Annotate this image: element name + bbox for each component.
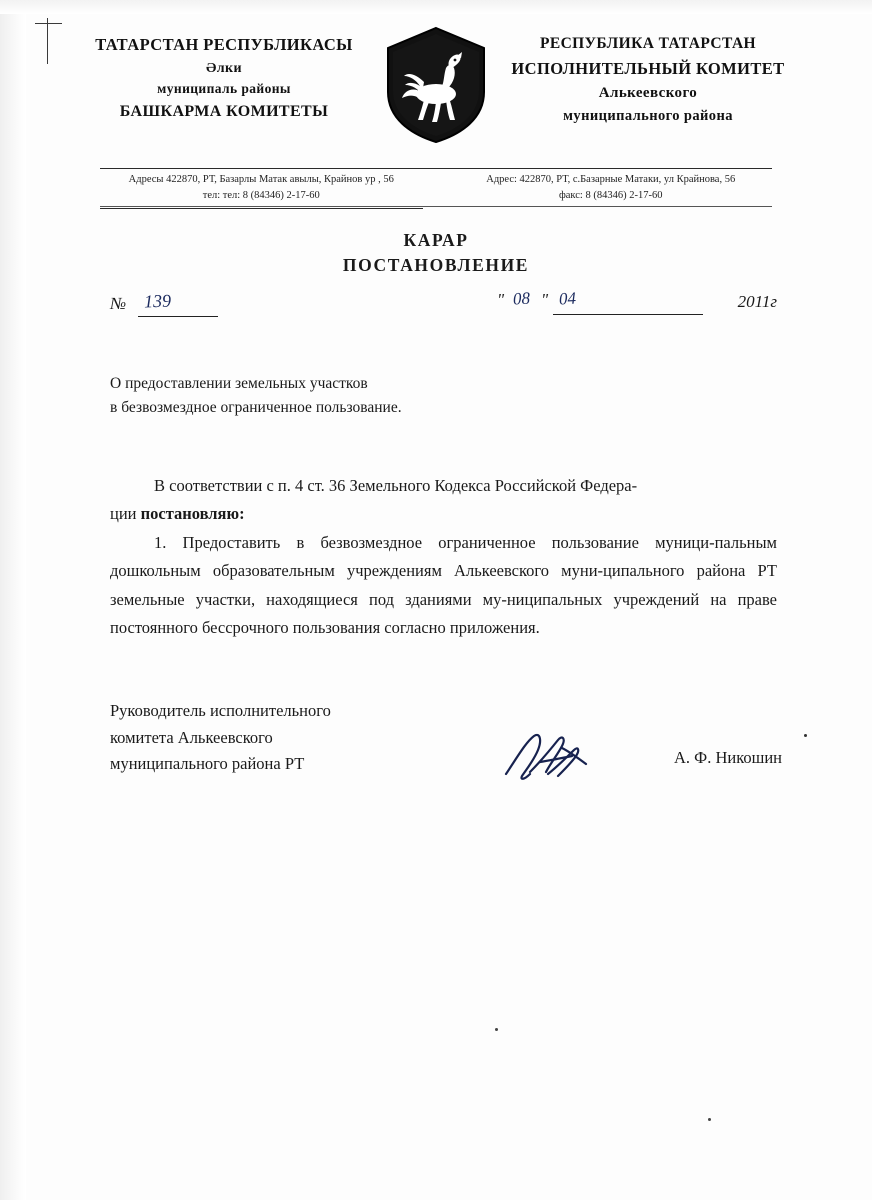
body-intro-text: В соответствии с п. 4 ст. 36 Земельного Кодекса Российской Федера-: [154, 476, 638, 495]
header-column-russian: [498, 26, 798, 127]
header-tatar-line-2: Әлки: [206, 60, 242, 76]
header-russian-line-2: ИСПОЛНИТЕЛЬНЫЙ КОМИТЕТ: [511, 59, 785, 79]
coat-of-arms-icon: [384, 26, 488, 144]
document-subject: [110, 372, 630, 420]
registration-line: [110, 288, 777, 324]
scan-speck-1: [804, 734, 807, 737]
date-underline: [553, 314, 703, 315]
decree-keyword: постановляю:: [140, 504, 245, 524]
signatory-title-line-1: Руководитель исполнительного: [110, 701, 331, 720]
body-item-1: 1. Предоставить в безвозмездное ограниченное пользование муници-пальным дошкольным образовательным учреждениям Алькеевского муни-ципального района РТ земельные участки, находящиеся под зданиями му-ниципальных учреждений на праве постоянного бессрочного пользования согласно приложения.: [110, 532, 777, 637]
header-russian-line-4: муниципального района: [563, 107, 733, 124]
scan-edge-left: [0, 0, 26, 1200]
number-value: 139: [143, 290, 172, 312]
scan-speck-2: [495, 1028, 498, 1031]
signatory-title-line-2: комитета Алькеевского: [110, 727, 273, 747]
document-body: [110, 472, 777, 642]
address-russian-line-2: факс: 8 (84346) 2-17-60: [558, 189, 663, 201]
address-block-russian: [449, 172, 772, 204]
scan-edge-top: [0, 0, 872, 14]
date-month: 04: [558, 288, 577, 309]
header-tatar-line-4: БАШКАРМА КОМИТЕТЫ: [119, 103, 329, 121]
header-russian-line-1: РЕСПУБЛИКА ТАТАРСТАН: [539, 35, 757, 52]
header-tatar-line-1: ТАТАРСТАН РЕСПУБЛИКАСЫ: [95, 35, 353, 54]
address-rule-bottom-left: [100, 208, 423, 209]
date-year: 2011г: [737, 292, 777, 311]
address-block-tatar: [100, 172, 423, 204]
date-quote-close: ": [541, 290, 549, 309]
date-day: 08: [512, 288, 531, 309]
document-titles: [0, 228, 872, 279]
body-decree-paragraph: [110, 500, 777, 528]
header-tatar-line-3: муниципаль районы: [157, 81, 291, 97]
header-column-tatar: [74, 26, 374, 125]
handwritten-signature-icon: [500, 728, 640, 792]
number-label: №: [110, 294, 127, 313]
date-quote-open: ": [497, 290, 505, 309]
address-rule-bottom: [100, 206, 772, 207]
address-russian-line-1: Адрес: 422870, РТ, с.Базарные Матаки, ул Крайнова, 56: [486, 174, 736, 185]
number-underline: [138, 316, 218, 317]
address-section: [100, 168, 772, 207]
signature-block: [110, 698, 810, 808]
signatory-title-line-3: муниципального района РТ: [110, 754, 305, 774]
title-russian: ПОСТАНОВЛЕНИЕ: [342, 255, 530, 276]
signatory-name: А. Ф. Никошин: [674, 748, 782, 767]
address-tatar-line-1: Адресы 422870, РТ, Базарлы Матак авылы, Крайнов ур , 56: [128, 174, 394, 185]
date-group: [497, 288, 777, 322]
body-intro-tail: ции: [110, 504, 137, 524]
title-tatar: КАРАР: [403, 230, 469, 250]
signatory-title: [110, 698, 440, 778]
document-header: [0, 26, 872, 144]
address-tatar-line-2: тел: тел: 8 (84346) 2-17-60: [202, 189, 320, 201]
subject-line-1: О предоставлении земельных участков: [110, 375, 368, 392]
scan-speck-3: [708, 1118, 711, 1121]
subject-line-2: в безвозмездное ограниченное пользование.: [110, 399, 402, 417]
body-intro-paragraph: [110, 472, 777, 500]
header-russian-line-3: Алькеевского: [598, 84, 698, 101]
